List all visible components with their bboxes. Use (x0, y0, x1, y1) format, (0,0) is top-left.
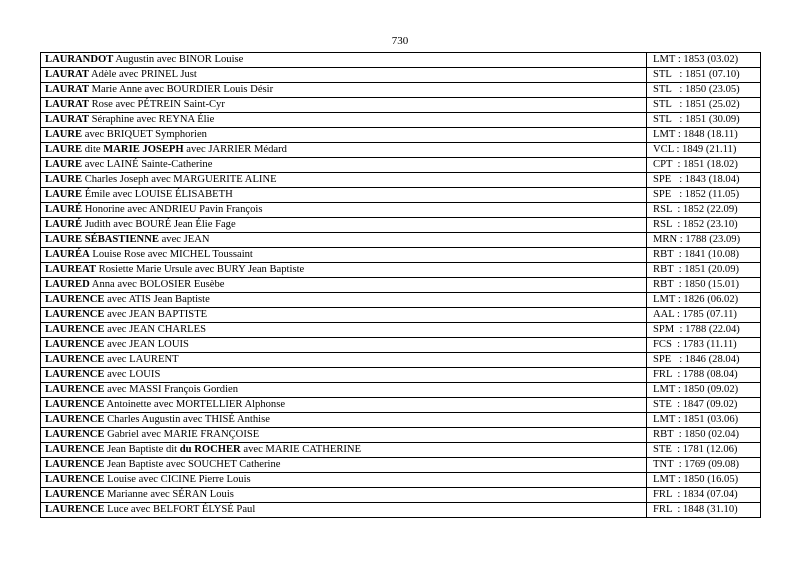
table-row (41, 383, 761, 398)
surname-text: LAURENCE (45, 324, 105, 335)
name-text: avec LAURENT (104, 354, 179, 365)
register-reference-cell: LMT : 1853 (03.02) (647, 53, 761, 68)
table-row (41, 473, 761, 488)
table-row (41, 188, 761, 203)
table-row (41, 443, 761, 458)
spouse-names-cell (41, 218, 647, 233)
register-reference-cell: STL : 1851 (30.09) (647, 113, 761, 128)
spouse-names-cell (41, 278, 647, 293)
name-text: avec JEAN (158, 234, 210, 245)
spouse-names-cell (41, 188, 647, 203)
register-reference-cell: MRN : 1788 (23.09) (647, 233, 761, 248)
spouse-names-cell (41, 113, 647, 128)
surname-text: LAURENCE (45, 444, 105, 455)
surname-text: LAURENCE (45, 504, 105, 515)
surname-text: LAURE (45, 159, 83, 170)
table-row (41, 83, 761, 98)
register-reference-cell: STL : 1850 (23.05) (647, 83, 761, 98)
table-body (41, 53, 761, 518)
surname-text: du ROCHER (179, 444, 241, 455)
name-text: Séraphine avec REYNA Élie (88, 114, 215, 125)
table-row (41, 233, 761, 248)
spouse-names-cell (41, 428, 647, 443)
register-reference-cell: FRL : 1848 (31.10) (647, 503, 761, 518)
name-text: avec LOUIS (104, 369, 161, 380)
table-row (41, 263, 761, 278)
surname-text: MARIE JOSEPH (103, 144, 184, 155)
table-row (41, 98, 761, 113)
register-reference-cell: LMT : 1826 (06.02) (647, 293, 761, 308)
spouse-names-cell (41, 203, 647, 218)
spouse-names-cell (41, 398, 647, 413)
name-text: avec LAINÉ Sainte-Catherine (82, 159, 213, 170)
table-row (41, 398, 761, 413)
spouse-names-cell (41, 443, 647, 458)
name-text: avec JARRIER Médard (183, 144, 287, 155)
name-text: avec MARIE CATHERINE (240, 444, 362, 455)
surname-text: LAURE SÉBASTIENNE (45, 234, 159, 245)
spouse-names-cell (41, 383, 647, 398)
table-row (41, 413, 761, 428)
name-text: dite (82, 144, 104, 155)
name-text: avec JEAN CHARLES (104, 324, 206, 335)
register-reference-cell: SPE : 1846 (28.04) (647, 353, 761, 368)
name-text: Honorine avec ANDRIEU Pavin François (82, 204, 263, 215)
register-reference-cell: RBT : 1841 (10.08) (647, 248, 761, 263)
table-row (41, 218, 761, 233)
surname-text: LAURÉ (45, 219, 83, 230)
surname-text: LAURÉ (45, 204, 83, 215)
surname-text: LAURENCE (45, 414, 105, 425)
spouse-names-cell (41, 233, 647, 248)
spouse-names-cell (41, 308, 647, 323)
spouse-names-cell (41, 98, 647, 113)
name-text: Marianne avec SÉRAN Louis (104, 489, 234, 500)
name-text: Rosiette Marie Ursule avec BURY Jean Baptiste (96, 264, 305, 275)
table-row (41, 293, 761, 308)
spouse-names-cell (41, 83, 647, 98)
table-row (41, 428, 761, 443)
register-reference-cell: LMT : 1850 (16.05) (647, 473, 761, 488)
surname-text: LAURÉA (45, 249, 90, 260)
spouse-names-cell (41, 503, 647, 518)
register-reference-cell: SPM : 1788 (22.04) (647, 323, 761, 338)
spouse-names-cell (41, 458, 647, 473)
surname-text: LAURENCE (45, 339, 105, 350)
register-reference-cell: STE : 1781 (12.06) (647, 443, 761, 458)
spouse-names-cell (41, 473, 647, 488)
table-row (41, 53, 761, 68)
register-reference-cell: LMT : 1850 (09.02) (647, 383, 761, 398)
name-text: Rose avec PÉTREIN Saint-Cyr (88, 99, 225, 110)
surname-text: LAURENCE (45, 489, 105, 500)
name-text: avec BRIQUET Symphorien (82, 129, 207, 140)
register-reference-cell: RBT : 1850 (15.01) (647, 278, 761, 293)
marriage-register-table (40, 52, 761, 518)
table-row (41, 323, 761, 338)
spouse-names-cell (41, 263, 647, 278)
name-text: Augustin avec BINOR Louise (113, 54, 244, 65)
name-text: Anna avec BOLOSIER Eusèbe (89, 279, 225, 290)
spouse-names-cell (41, 53, 647, 68)
surname-text: LAURAT (45, 69, 89, 80)
spouse-names-cell (41, 338, 647, 353)
surname-text: LAURENCE (45, 354, 105, 365)
register-reference-cell: CPT : 1851 (18.02) (647, 158, 761, 173)
register-reference-cell: LMT : 1851 (03.06) (647, 413, 761, 428)
surname-text: LAURAT (45, 114, 89, 125)
table-row (41, 68, 761, 83)
surname-text: LAURENCE (45, 429, 105, 440)
surname-text: LAURENCE (45, 294, 105, 305)
table-row (41, 353, 761, 368)
register-reference-cell: RSL : 1852 (22.09) (647, 203, 761, 218)
table-row (41, 158, 761, 173)
spouse-names-cell (41, 173, 647, 188)
name-text: Gabriel avec MARIE FRANÇOISE (104, 429, 260, 440)
table-row (41, 113, 761, 128)
table-row (41, 338, 761, 353)
register-reference-cell: FCS : 1783 (11.11) (647, 338, 761, 353)
name-text: Marie Anne avec BOURDIER Louis Désir (88, 84, 274, 95)
register-reference-cell: RBT : 1850 (02.04) (647, 428, 761, 443)
register-reference-cell: SPE : 1852 (11.05) (647, 188, 761, 203)
table-row (41, 308, 761, 323)
spouse-names-cell (41, 143, 647, 158)
register-reference-cell: RBT : 1851 (20.09) (647, 263, 761, 278)
spouse-names-cell (41, 293, 647, 308)
name-text: Louise Rose avec MICHEL Toussaint (89, 249, 253, 260)
name-text: avec JEAN LOUIS (104, 339, 189, 350)
surname-text: LAURENCE (45, 459, 105, 470)
name-text: Jean Baptiste avec SOUCHET Catherine (104, 459, 281, 470)
spouse-names-cell (41, 158, 647, 173)
table-row (41, 278, 761, 293)
table-row (41, 368, 761, 383)
name-text: avec ATIS Jean Baptiste (104, 294, 210, 305)
table-row (41, 458, 761, 473)
surname-text: LAURE (45, 174, 83, 185)
surname-text: LAURE (45, 144, 83, 155)
name-text: avec JEAN BAPTISTE (104, 309, 208, 320)
name-text: Louise avec CICINE Pierre Louis (104, 474, 251, 485)
table-row (41, 173, 761, 188)
name-text: Antoinette avec MORTELLIER Alphonse (104, 399, 286, 410)
spouse-names-cell (41, 248, 647, 263)
surname-text: LAURED (45, 279, 90, 290)
surname-text: LAURENCE (45, 399, 105, 410)
register-reference-cell: FRL : 1834 (07.04) (647, 488, 761, 503)
spouse-names-cell (41, 413, 647, 428)
name-text: Émile avec LOUISE ÉLISABETH (82, 189, 233, 200)
table-row (41, 143, 761, 158)
surname-text: LAURENCE (45, 384, 105, 395)
register-reference-cell: TNT : 1769 (09.08) (647, 458, 761, 473)
name-text: Charles Augustin avec THISÉ Anthise (104, 414, 270, 425)
surname-text: LAURE (45, 189, 83, 200)
register-reference-cell: LMT : 1848 (18.11) (647, 128, 761, 143)
spouse-names-cell (41, 68, 647, 83)
spouse-names-cell (41, 488, 647, 503)
spouse-names-cell (41, 323, 647, 338)
register-reference-cell: AAL : 1785 (07.11) (647, 308, 761, 323)
surname-text: LAURE (45, 129, 83, 140)
surname-text: LAURENCE (45, 369, 105, 380)
spouse-names-cell (41, 353, 647, 368)
surname-text: LAURENCE (45, 309, 105, 320)
name-text: Judith avec BOURÉ Jean Élie Fage (82, 219, 236, 230)
register-reference-cell: STL : 1851 (07.10) (647, 68, 761, 83)
register-reference-cell: FRL : 1788 (08.04) (647, 368, 761, 383)
table-row (41, 248, 761, 263)
table-row (41, 203, 761, 218)
surname-text: LAURAT (45, 84, 89, 95)
surname-text: LAUREAT (45, 264, 97, 275)
register-reference-cell: SPE : 1843 (18.04) (647, 173, 761, 188)
name-text: Charles Joseph avec MARGUERITE ALINE (82, 174, 277, 185)
name-text: avec MASSI François Gordien (104, 384, 239, 395)
surname-text: LAURANDOT (45, 54, 114, 65)
name-text: Adèle avec PRINEL Just (88, 69, 197, 80)
surname-text: LAURENCE (45, 474, 105, 485)
register-reference-cell: VCL : 1849 (21.11) (647, 143, 761, 158)
name-text: Jean Baptiste dit (104, 444, 180, 455)
table-row (41, 128, 761, 143)
name-text: Luce avec BELFORT ÉLYSÉ Paul (104, 504, 256, 515)
table-row (41, 488, 761, 503)
register-reference-cell: RSL : 1852 (23.10) (647, 218, 761, 233)
spouse-names-cell (41, 368, 647, 383)
register-reference-cell: STE : 1847 (09.02) (647, 398, 761, 413)
spouse-names-cell (41, 128, 647, 143)
table-row (41, 503, 761, 518)
surname-text: LAURAT (45, 99, 89, 110)
register-reference-cell: STL : 1851 (25.02) (647, 98, 761, 113)
page-number: 730 (391, 35, 409, 47)
